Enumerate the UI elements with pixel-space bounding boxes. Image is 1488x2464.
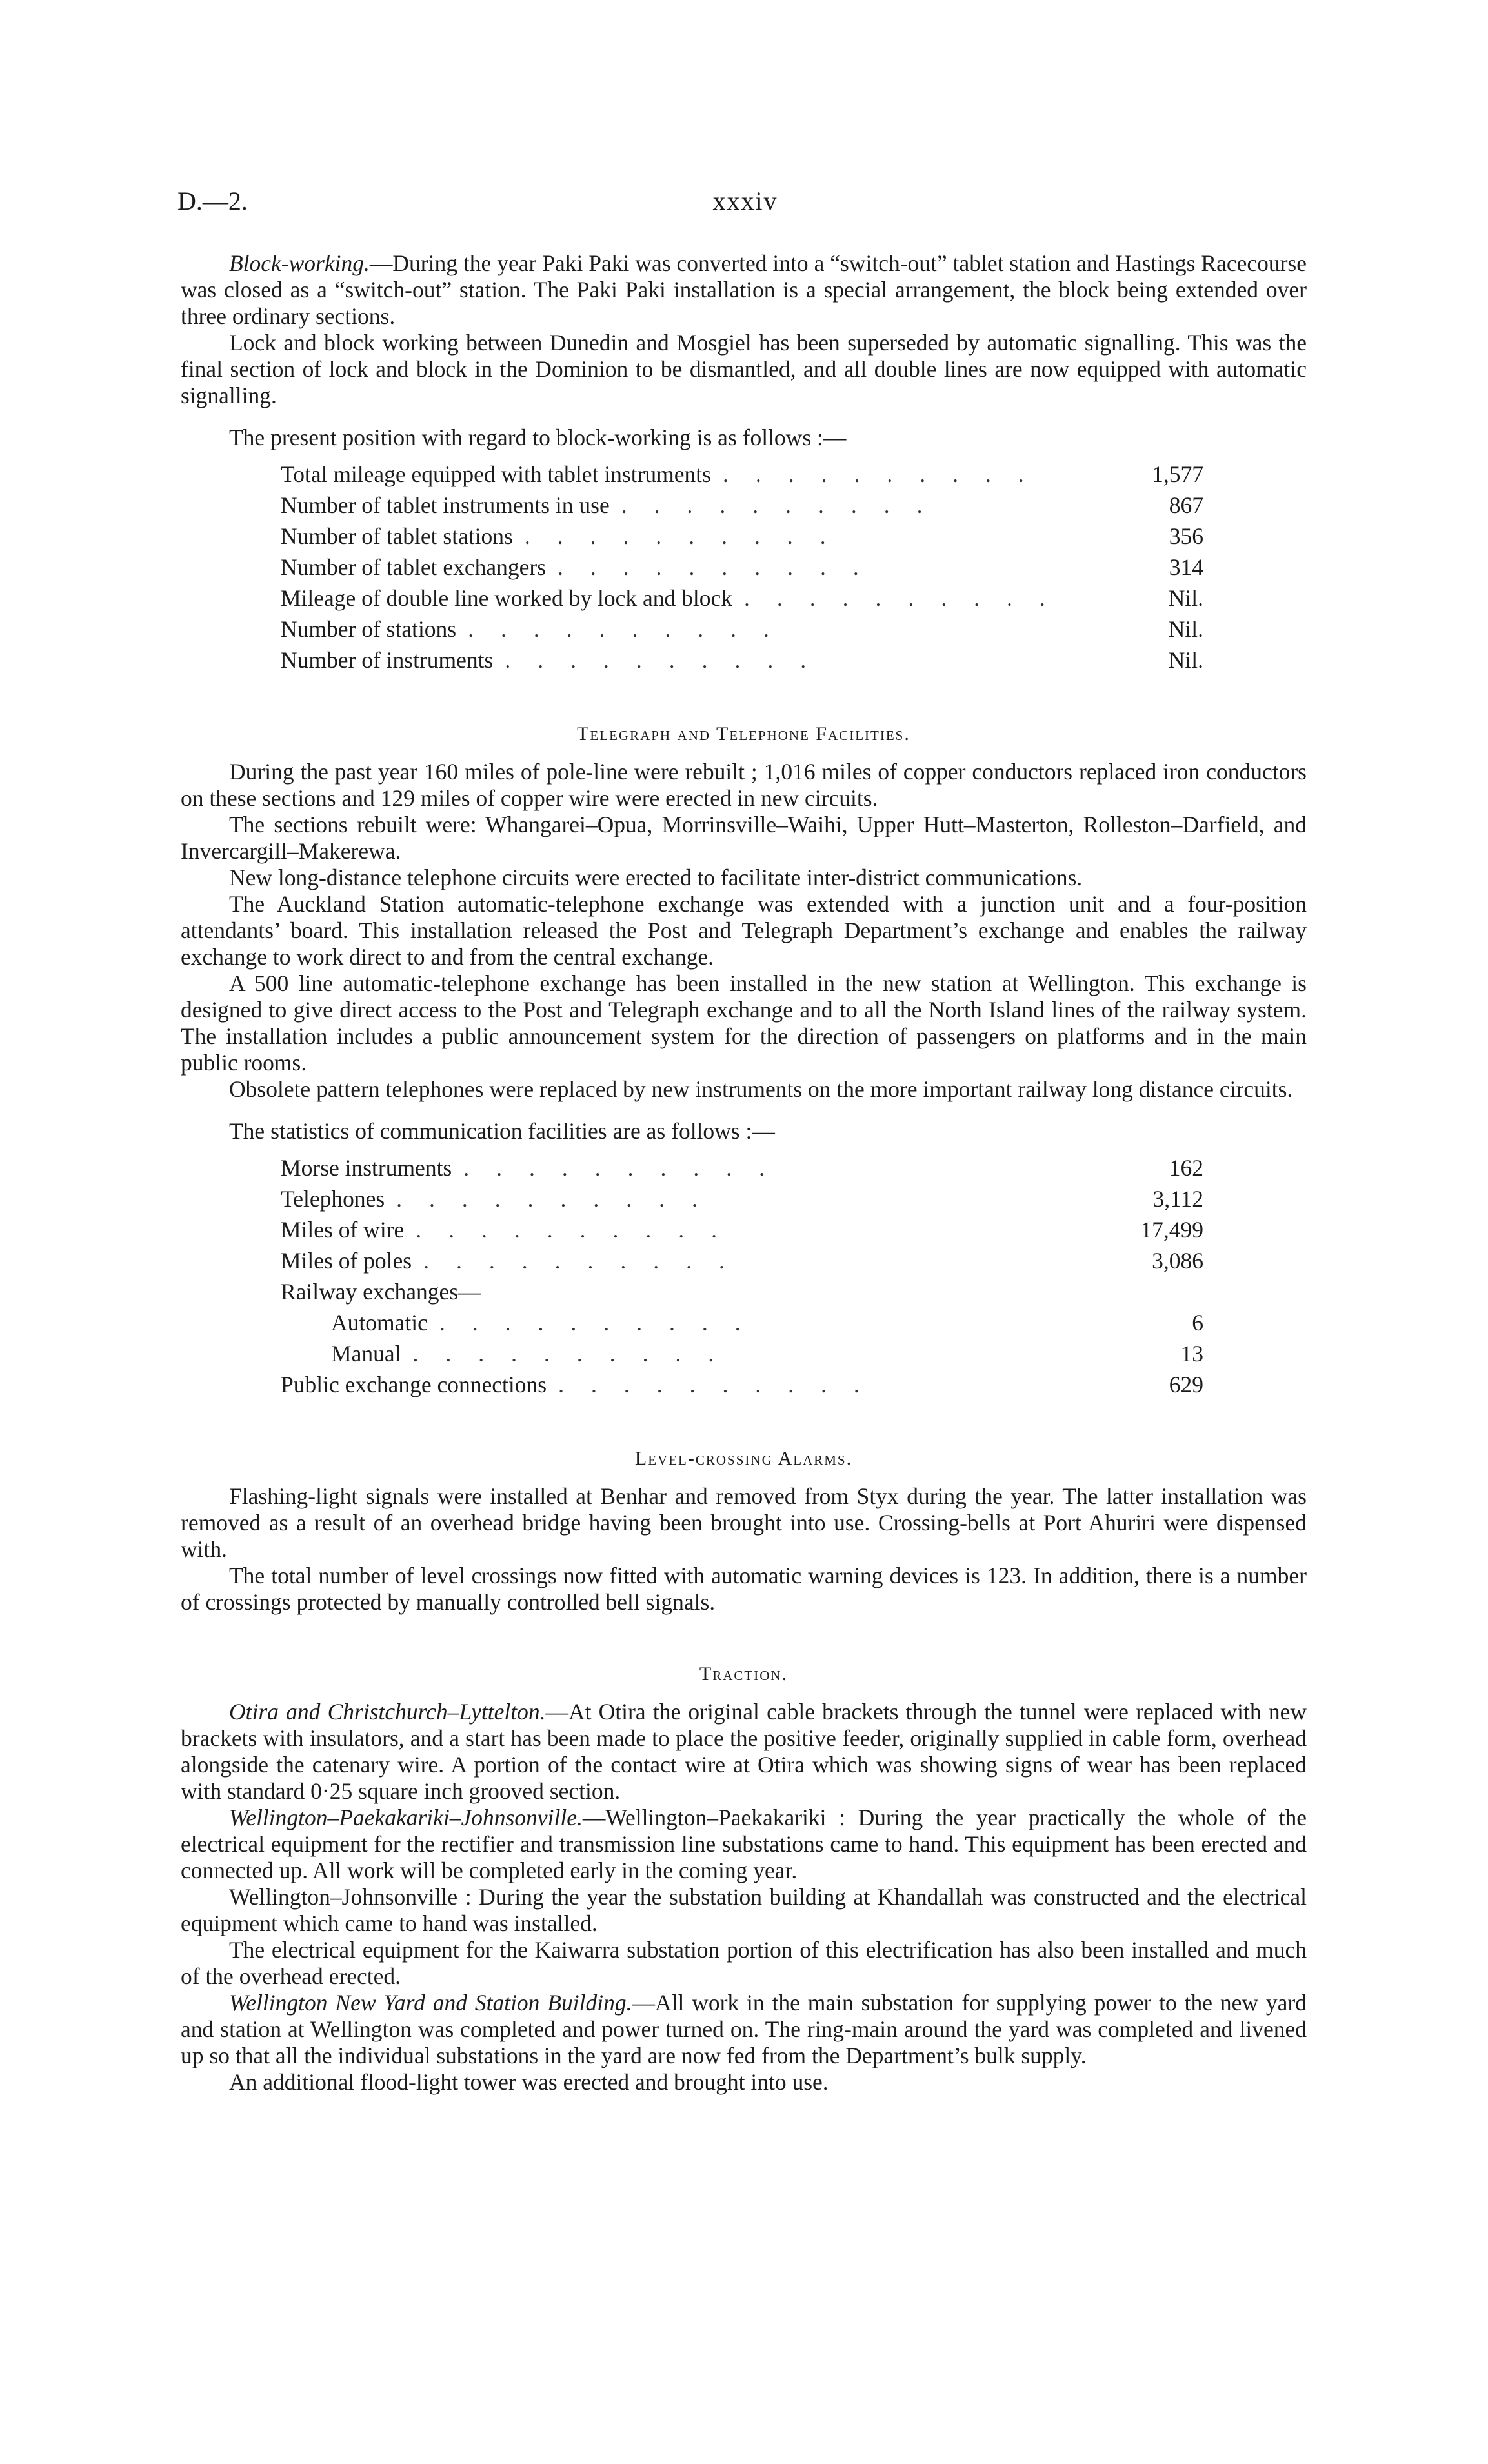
paragraph: Otira and Christchurch–Lyttelton.—At Otira the original cable brackets through the tunnel were replaced with new brackets with insulators, and a start has been made to place the positive feeder, originally supplied in cable form, overhead alongside the catenary wire. A portion of the contact wire at Otira which was showing signs of wear has been replaced with standard 0·25 square inch grooved section.: [181, 1699, 1307, 1804]
traction-section: [181, 1661, 1307, 2096]
table-row: Miles of wire .......... 17,499: [281, 1217, 1203, 1243]
paragraph: Wellington–Johnsonville : During the year the substation building at Khandallah was constructed and the electrical equipment which came to hand was installed.: [181, 1884, 1307, 1936]
telegraph-section: [181, 721, 1307, 1400]
paragraph: During the past year 160 miles of pole-line were rebuilt ; 1,016 miles of copper conductors replaced iron conductors on these sections and 129 miles of copper wire were erected in new circuits.: [181, 759, 1307, 811]
table-row: Number of stations .......... Nil.: [281, 616, 1203, 642]
table-intro: The statistics of communication facilities are as follows :—: [229, 1118, 775, 1144]
paragraph: Wellington New Yard and Station Building.—All work in the main substation for supplying power to the new yard and station at Wellington was completed and power turned on. The ring-main around the yard was completed and livened up so that all the individual substations in the yard are now fed from the Department’s bulk supply.: [181, 1990, 1307, 2068]
table-row: Morse instruments .......... 162: [281, 1155, 1203, 1181]
paragraph: New long-distance telephone circuits were erected to facilitate inter-district communications.: [229, 865, 1083, 890]
paragraph: The Auckland Station automatic-telephone exchange was extended with a junction unit and a four-position attendants’ board. This installation released the Post and Telegraph Department’s exchange and enables the railway exchange to work direct to and from the central exchange.: [181, 891, 1307, 970]
section-heading: Telegraph and Telephone Facilities.: [577, 723, 910, 745]
paragraph: Block-working.—During the year Paki Paki was converted into a “switch-out” tablet station and Hastings Racecourse was closed as a “switch-out” station. The Paki Paki installation is a special arrangement, the block being extended over three ordinary sections.: [181, 250, 1307, 329]
table-row: Automatic .......... 6: [331, 1310, 1203, 1336]
paragraph: A 500 line automatic-telephone exchange has been installed in the new station at Wellington. This exchange is designed to give direct access to the Post and Telegraph exchange and to all the North Island lines of the railway system. The installation includes a public announcement system for the direction of passengers on platforms and in the main public rooms.: [181, 970, 1307, 1076]
table-row: Miles of poles .......... 3,086: [281, 1248, 1203, 1274]
table-row: Public exchange connections .......... 629: [281, 1372, 1203, 1397]
paragraph: Wellington–Paekakariki–Johnsonville.—Wellington–Paekakariki : During the year practically the whole of the electrical equipment for the rectifier and transmission line substations came to hand. This equipment has been erected and connected up. All work will be completed early in the coming year.: [181, 1805, 1307, 1883]
table-row: Number of tablet stations .......... 356: [281, 523, 1203, 549]
table-row: Railway exchanges—: [281, 1279, 481, 1305]
table-row: Manual .......... 13: [331, 1341, 1203, 1367]
section-heading: Level-crossing Alarms.: [634, 1448, 853, 1469]
block-working-table: [281, 459, 1203, 676]
section-heading: Traction.: [699, 1663, 789, 1685]
table-intro: The present position with regard to block-working is as follows :—: [229, 425, 847, 450]
page-number: xxxiv: [712, 186, 778, 215]
page-header: [177, 186, 1313, 225]
page-body: [181, 250, 1307, 2096]
paragraph-title: Otira and Christchurch–Lyttelton.: [229, 1699, 546, 1725]
paragraph: The sections rebuilt were: Whangarei–Opua, Morrinsville–Waihi, Upper Hutt–Masterton, Rolleston–Darfield, and Invercargill–Makerewa.: [181, 812, 1307, 864]
table-row: Total mileage equipped with tablet instruments .......... 1,577: [281, 461, 1203, 487]
paragraph: An additional flood-light tower was erected and brought into use.: [229, 2069, 829, 2095]
paragraph-title: Wellington New Yard and Station Building.: [229, 1990, 632, 2016]
table-row: Mileage of double line worked by lock and block .......... Nil.: [281, 585, 1203, 611]
table-row: Number of instruments .......... Nil.: [281, 647, 1203, 673]
table-row: Number of tablet exchangers .......... 314: [281, 554, 1203, 580]
table-row: Telephones .......... 3,112: [281, 1186, 1203, 1212]
paragraph: Lock and block working between Dunedin and Mosgiel has been superseded by automatic signalling. This was the final section of lock and block in the Dominion to be dismantled, and all double lines are now equipped with automatic signalling.: [181, 330, 1307, 408]
communication-table: [281, 1152, 1203, 1400]
paragraph: Flashing-light signals were installed at Benhar and removed from Styx during the year. The latter installation was removed as a result of an overhead bridge having been brought into use. Crossing-bells at Port Ahuriri were dispensed with.: [181, 1483, 1307, 1562]
paragraph: The total number of level crossings now fitted with automatic warning devices is 123. In addition, there is a number of crossings protected by manually controlled bell signals.: [181, 1563, 1307, 1615]
level-crossing-section: [181, 1445, 1307, 1616]
paragraph: Obsolete pattern telephones were replaced by new instruments on the more important railway long distance circuits.: [229, 1076, 1293, 1102]
table-row: Number of tablet instruments in use .......... 867: [281, 492, 1203, 518]
block-working-section: [181, 250, 1307, 676]
document-reference: D.—2.: [177, 186, 248, 215]
paragraph-title: Wellington–Paekakariki–Johnsonville.: [229, 1805, 583, 1830]
paragraph-title: Block-working.: [229, 250, 370, 276]
paragraph: The electrical equipment for the Kaiwarra substation portion of this electrification has also been installed and much of the overhead erected.: [181, 1937, 1307, 1989]
